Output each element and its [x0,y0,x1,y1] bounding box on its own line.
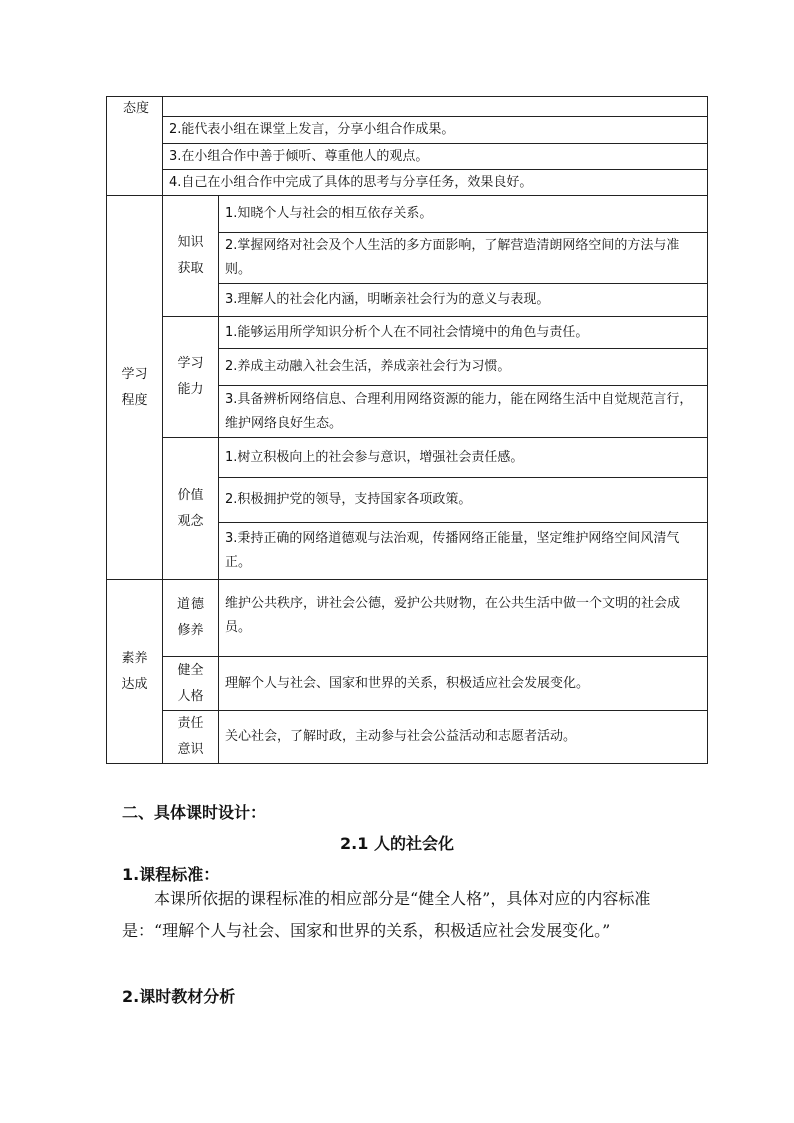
category-label: 态度 [123,101,150,116]
subcategory-cell-knowledge [163,196,219,317]
table-row [107,170,708,196]
section-heading: 二、具体课时设计： [122,803,267,822]
table-cell: 1.知晓个人与社会的相互依存关系。 [219,196,708,233]
label-line: 学习 [177,356,204,371]
subcategory-cell-morality [163,580,219,657]
subcategory-label [169,592,212,618]
subcategory-cell-values [163,438,219,580]
table-cell: 2.积极拥护党的领导，支持国家各项政策。 [219,478,708,523]
label-line: 意识 [177,742,204,757]
table-cell: 3.秉持正确的网络道德观与法治观，传播网络正能量，坚定维护网络空间风清气正。 [219,523,708,580]
label-line: 价值 [177,487,204,503]
label-line: 知识 [177,235,204,250]
table-row [107,438,708,478]
label-line: 修养 [177,623,204,638]
category-label [121,362,147,414]
subcategory-cell-ability [163,317,219,438]
table-row [107,97,708,117]
table-cell: 关心社会，了解时政，主动参与社会公益活动和志愿者活动。 [219,711,708,764]
table-row [107,144,708,170]
table-row [107,317,708,349]
table-cell: 2.养成主动融入社会生活，养成亲社会行为习惯。 [219,349,708,386]
table-cell: 维护公共秩序，讲社会公德，爱护公共财物，在公共生活中做一个文明的社会成员。 [219,580,708,657]
body-paragraph: 本课所依据的课程标准的相应部分是“健全人格”，具体对应的内容标准是：“理解个人与社会、国家和世界的关系，积极适应社会发展变化。” [122,889,651,940]
subcategory-label [177,658,203,710]
table-cell: 3.在小组合作中善于倾听、尊重他人的观点。 [163,144,708,170]
table-cell: 2.能代表小组在课堂上发言，分享小组合作成果。 [163,117,708,144]
lesson-title: 2.1 人的社会化 [340,834,454,853]
category-cell-attitude [107,97,163,196]
table-cell [163,97,708,117]
subcategory-cell-personality [163,657,219,711]
label-line: 达成 [121,676,148,692]
table-cell: 3.理解人的社会化内涵，明晰亲社会行为的意义与表现。 [219,284,708,317]
label-line: 责任 [177,716,204,731]
table-cell: 3.具备辨析网络信息、合理利用网络资源的能力，能在网络生活中自觉规范言行，维护网络良好生态。 [219,386,708,438]
table-cell: 2.掌握网络对社会及个人生活的多方面影响，了解营造清朗网络空间的方法与准则。 [219,233,708,284]
subcategory-cell-responsibility [163,711,219,764]
label-line: 获取 [177,261,204,276]
label-char: 德 [190,597,204,612]
label-line: 素养 [121,650,148,666]
subcategory-label [177,230,203,282]
label-line: 健全 [177,662,204,678]
label-char: 道 [177,597,191,612]
label-line: 人格 [177,688,204,704]
subsection-heading: 2.课时教材分析 [122,987,236,1006]
label-line: 观念 [177,513,204,529]
subsection-heading: 1.课程标准： [122,865,220,884]
label-line: 程度 [121,392,148,408]
label-line: 能力 [177,382,204,397]
category-label [121,646,147,698]
label-line: 学习 [121,366,148,382]
subcategory-label [177,711,203,763]
subcategory-label [177,351,203,403]
subcategory-label [177,483,203,535]
category-cell-learning [107,196,163,580]
table-cell: 1.树立积极向上的社会参与意识，增强社会责任感。 [219,438,708,478]
table-cell: 1.能够运用所学知识分析个人在不同社会情境中的角色与责任。 [219,317,708,349]
table-row [107,711,708,764]
table-row [107,117,708,144]
category-cell-literacy [107,580,163,764]
table-row [107,196,708,233]
table-cell: 理解个人与社会、国家和世界的关系，积极适应社会发展变化。 [219,657,708,711]
table-row [107,580,708,657]
evaluation-table [106,96,708,764]
table-cell: 4.自己在小组合作中完成了具体的思考与分享任务，效果良好。 [163,170,708,196]
table-row [107,657,708,711]
